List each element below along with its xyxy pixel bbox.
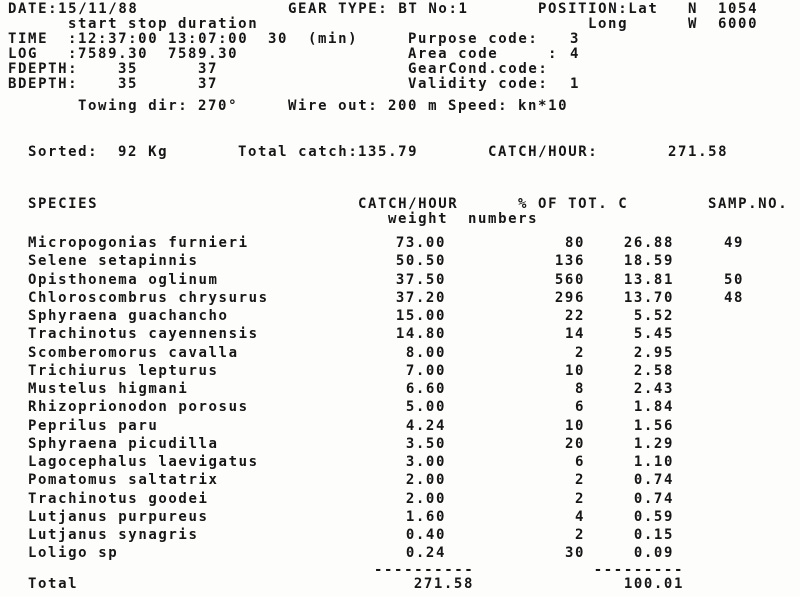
validity-code-label: Validity code: xyxy=(408,76,549,92)
species-name: Sphyraena guachancho xyxy=(28,308,229,324)
validity-code-value: 1 xyxy=(570,76,581,92)
col-header-stop: stop xyxy=(128,16,169,32)
pct-value: 5.45 xyxy=(633,326,674,342)
weight-value: 15.00 xyxy=(395,308,446,324)
species-name: Selene setapinnis xyxy=(28,253,199,269)
pct-value: 13.70 xyxy=(623,290,674,306)
log-label: LOG xyxy=(8,46,39,62)
long-hemisphere: W xyxy=(688,16,699,32)
weight-value: 2.00 xyxy=(405,491,446,507)
bdepth-stop: 37 xyxy=(198,76,219,92)
table-row xyxy=(0,510,800,526)
table-header-catch-hour: CATCH/HOUR xyxy=(358,196,459,212)
table-header-species: SPECIES xyxy=(28,196,99,212)
speed-label: Speed: xyxy=(448,98,509,114)
species-name: Lutjanus synagris xyxy=(28,527,199,543)
gear-type-field: GEAR TYPE: BT No:1 xyxy=(288,1,469,17)
table-row xyxy=(0,273,800,289)
weight-value: 3.00 xyxy=(405,454,446,470)
table-row xyxy=(0,327,800,343)
area-code-colon: : xyxy=(548,46,559,62)
numbers-value: 2 xyxy=(574,345,585,361)
weight-value: 1.60 xyxy=(405,509,446,525)
time-unit: (min) xyxy=(308,31,359,47)
table-subheader-numbers: numbers xyxy=(468,211,539,227)
position-label: POSITION:Lat xyxy=(538,1,659,17)
towing-dir-value: 270° xyxy=(198,98,239,114)
sorted-value: 92 Kg xyxy=(118,144,169,160)
purpose-code-value: 3 xyxy=(570,31,581,47)
weight-value: 73.00 xyxy=(395,235,446,251)
sampno-value: 49 xyxy=(723,235,744,251)
numbers-value: 14 xyxy=(564,326,585,342)
col-header-duration: duration xyxy=(178,16,259,32)
pct-value: 1.84 xyxy=(633,399,674,415)
time-label: TIME xyxy=(8,31,49,47)
numbers-value: 6 xyxy=(574,399,585,415)
bdepth-start: 35 xyxy=(118,76,139,92)
gearcond-code-label: GearCond.code: xyxy=(408,61,549,77)
species-name: Loligo sp xyxy=(28,545,119,561)
time-duration: 30 xyxy=(268,31,289,47)
table-row xyxy=(0,291,800,307)
wire-out-label: Wire out: xyxy=(288,98,379,114)
numbers-value: 20 xyxy=(564,436,585,452)
species-name: Scomberomorus cavalla xyxy=(28,345,239,361)
pct-value: 0.15 xyxy=(633,527,674,543)
pct-value: 1.29 xyxy=(633,436,674,452)
weight-value: 50.50 xyxy=(395,253,446,269)
bdepth-label: BDEPTH: xyxy=(8,76,79,92)
pct-value: 2.43 xyxy=(633,381,674,397)
numbers-value: 22 xyxy=(564,308,585,324)
area-code-label: Area code xyxy=(408,46,499,62)
numbers-value: 8 xyxy=(574,381,585,397)
long-value: 6000 xyxy=(718,16,759,32)
species-name: Mustelus higmani xyxy=(28,381,189,397)
table-row xyxy=(0,254,800,270)
catch-hour-label: CATCH/HOUR: xyxy=(488,144,599,160)
species-name: Chloroscombrus chrysurus xyxy=(28,290,269,306)
weight-value: 37.20 xyxy=(395,290,446,306)
table-row xyxy=(0,437,800,453)
total-catch-label: Total catch: xyxy=(238,144,359,160)
pct-value: 26.88 xyxy=(623,235,674,251)
pct-value: 0.09 xyxy=(633,545,674,561)
numbers-value: 560 xyxy=(554,272,585,288)
numbers-value: 136 xyxy=(554,253,585,269)
total-pct-value: 100.01 xyxy=(623,576,684,592)
pct-value: 0.74 xyxy=(633,472,674,488)
table-header-samp-no: SAMP.NO. xyxy=(708,196,789,212)
wire-out-value: 200 m xyxy=(388,98,439,114)
weight-value: 14.80 xyxy=(395,326,446,342)
table-row xyxy=(0,364,800,380)
species-name: Trachinotus goodei xyxy=(28,491,209,507)
numbers-value: 10 xyxy=(564,363,585,379)
species-name: Peprilus paru xyxy=(28,418,159,434)
weight-value: 3.50 xyxy=(405,436,446,452)
fdepth-stop: 37 xyxy=(198,61,219,77)
table-row xyxy=(0,546,800,562)
pct-value: 5.52 xyxy=(633,308,674,324)
pct-value: 13.81 xyxy=(623,272,674,288)
sorted-label: Sorted: xyxy=(28,144,99,160)
table-row xyxy=(0,492,800,508)
weight-value: 37.50 xyxy=(395,272,446,288)
speed-value: kn*10 xyxy=(518,98,569,114)
species-name: Sphyraena picudilla xyxy=(28,436,219,452)
log-colon: : xyxy=(68,46,79,62)
lat-hemisphere: N xyxy=(688,1,699,17)
weight-value: 2.00 xyxy=(405,472,446,488)
pct-total-rule: --------- xyxy=(593,562,684,578)
weight-value: 6.60 xyxy=(405,381,446,397)
time-start: 12:37:00 xyxy=(78,31,159,47)
pct-value: 2.58 xyxy=(633,363,674,379)
pct-value: 2.95 xyxy=(633,345,674,361)
sampno-value: 50 xyxy=(723,272,744,288)
time-colon: : xyxy=(68,31,79,47)
numbers-value: 4 xyxy=(574,509,585,525)
weight-value: 4.24 xyxy=(405,418,446,434)
table-row xyxy=(0,400,800,416)
numbers-value: 2 xyxy=(574,527,585,543)
species-name: Micropogonias furnieri xyxy=(28,235,249,251)
date-field: DATE:15/11/88 xyxy=(8,1,139,17)
numbers-value: 6 xyxy=(574,454,585,470)
numbers-value: 80 xyxy=(564,235,585,251)
pct-value: 18.59 xyxy=(623,253,674,269)
table-row xyxy=(0,236,800,252)
pct-value: 1.10 xyxy=(633,454,674,470)
species-name: Lutjanus purpureus xyxy=(28,509,209,525)
towing-dir-label: Towing dir: xyxy=(78,98,189,114)
pct-value: 0.59 xyxy=(633,509,674,525)
species-name: Trachinotus cayennensis xyxy=(28,326,259,342)
numbers-value: 2 xyxy=(574,491,585,507)
pct-value: 0.74 xyxy=(633,491,674,507)
time-stop: 13:07:00 xyxy=(168,31,249,47)
col-header-start: start xyxy=(68,16,119,32)
long-label: Long xyxy=(588,16,629,32)
species-name: Trichiurus lepturus xyxy=(28,363,219,379)
weight-value: 7.00 xyxy=(405,363,446,379)
total-row-label: Total xyxy=(28,576,79,592)
numbers-value: 10 xyxy=(564,418,585,434)
numbers-value: 296 xyxy=(554,290,585,306)
log-start: 7589.30 xyxy=(78,46,149,62)
table-header-pct: % OF TOT. C xyxy=(518,196,629,212)
weight-total-rule: ---------- xyxy=(374,562,475,578)
species-name: Opisthonema oglinum xyxy=(28,272,219,288)
total-catch-value: 135.79 xyxy=(358,144,419,160)
log-stop: 7589.30 xyxy=(168,46,239,62)
fdepth-start: 35 xyxy=(118,61,139,77)
table-subheader-weight: weight xyxy=(388,211,449,227)
sampno-value: 48 xyxy=(723,290,744,306)
species-name: Lagocephalus laevigatus xyxy=(28,454,259,470)
purpose-code-label: Purpose code: xyxy=(408,31,539,47)
table-row xyxy=(0,419,800,435)
table-row xyxy=(0,382,800,398)
fdepth-label: FDEPTH: xyxy=(8,61,79,77)
table-row xyxy=(0,455,800,471)
numbers-value: 30 xyxy=(564,545,585,561)
table-row xyxy=(0,473,800,489)
table-row xyxy=(0,528,800,544)
weight-value: 5.00 xyxy=(405,399,446,415)
species-name: Pomatomus saltatrix xyxy=(28,472,219,488)
weight-value: 8.00 xyxy=(405,345,446,361)
weight-value: 0.40 xyxy=(405,527,446,543)
table-row xyxy=(0,309,800,325)
species-name: Rhizoprionodon porosus xyxy=(28,399,249,415)
catch-hour-value: 271.58 xyxy=(668,144,729,160)
pct-value: 1.56 xyxy=(633,418,674,434)
numbers-value: 2 xyxy=(574,472,585,488)
weight-value: 0.24 xyxy=(405,545,446,561)
lat-value: 1054 xyxy=(718,1,759,17)
table-row xyxy=(0,346,800,362)
area-code-value: 4 xyxy=(570,46,581,62)
total-weight-value: 271.58 xyxy=(413,576,474,592)
